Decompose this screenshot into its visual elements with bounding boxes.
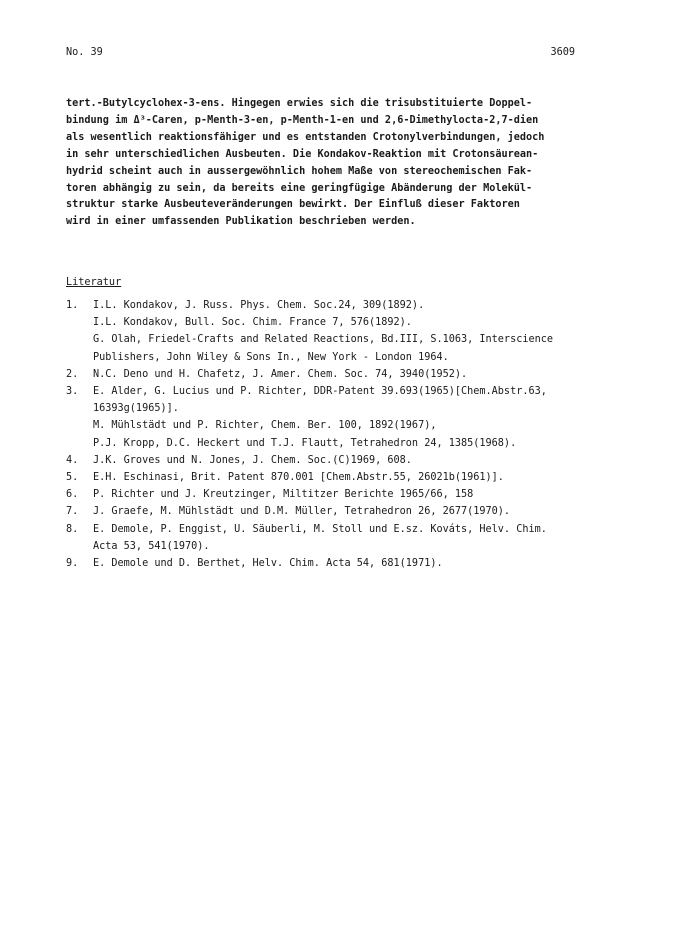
page-number: 3609 — [550, 47, 575, 58]
body-line: tert.-Butylcyclohex-3-ens. Hingegen erwies sich die trisubstituierte Doppel- — [66, 98, 533, 109]
reference-line: E. Alder, G. Lucius und P. Richter, DDR-Patent 39.693(1965)[Chem.Abstr.63, — [93, 386, 547, 398]
reference-number: 5. — [66, 472, 79, 484]
reference-line: Publishers, John Wiley & Sons In., New York - London 1964. — [93, 351, 449, 363]
reference-item — [66, 521, 626, 555]
body-line: als wesentlich reaktionsfähiger und es entstanden Crotonylverbindungen, jedoch — [66, 131, 545, 143]
reference-number: 6. — [66, 489, 79, 501]
body-line: hydrid scheint auch in aussergewöhnlich hohem Maße von stereochemischen Fak- — [66, 165, 533, 177]
reference-line: P. Richter und J. Kreutzinger, Miltitzer Berichte 1965/66, 158 — [93, 489, 474, 501]
reference-line: E. Demole und D. Berthet, Helv. Chim. Acta 54, 681(1971). — [93, 558, 443, 570]
reference-number: 4. — [66, 454, 79, 466]
body-paragraph — [66, 96, 622, 231]
reference-line: N.C. Deno und H. Chafetz, J. Amer. Chem. Soc. 74, 3940(1952). — [93, 368, 468, 380]
reference-number: 7. — [66, 506, 79, 518]
reference-line: J.K. Groves und N. Jones, J. Chem. Soc.(C)1969, 608. — [93, 454, 412, 466]
reference-number: 1. — [66, 300, 79, 311]
reference-list — [66, 297, 626, 572]
reference-item — [66, 486, 626, 503]
reference-number: 9. — [66, 558, 79, 570]
reference-line: Acta 53, 541(1970). — [93, 540, 210, 552]
reference-line: E.H. Eschinasi, Brit. Patent 870.001 [Chem.Abstr.55, 26021b(1961)]. — [93, 472, 504, 484]
body-line: wird in einer umfassenden Publikation beschrieben werden. — [66, 216, 416, 228]
reference-number: 3. — [66, 386, 79, 398]
reference-number: 8. — [66, 523, 79, 535]
journal-issue-number: No. 39 — [66, 47, 103, 58]
reference-line: 16393g(1965)]. — [93, 403, 179, 415]
literature-heading: Literatur — [66, 277, 122, 288]
reference-line: M. Mühlstädt und P. Richter, Chem. Ber. 100, 1892(1967), — [93, 420, 437, 432]
reference-item — [66, 503, 626, 520]
reference-item — [66, 452, 626, 469]
reference-item — [66, 383, 626, 452]
page-header — [66, 47, 575, 61]
body-line: toren abhängig zu sein, da bereits eine geringfügige Abänderung der Molekül- — [66, 182, 533, 194]
reference-number: 2. — [66, 368, 79, 380]
reference-item — [66, 469, 626, 486]
reference-item — [66, 366, 626, 383]
reference-item — [66, 555, 626, 572]
reference-line: J. Graefe, M. Mühlstädt und D.M. Müller, Tetrahedron 26, 2677(1970). — [93, 506, 511, 518]
body-line: struktur starke Ausbeuteveränderungen bewirkt. Der Einfluß dieser Faktoren — [66, 199, 520, 211]
reference-line: I.L. Kondakov, Bull. Soc. Chim. France 7, 576(1892). — [93, 317, 412, 329]
reference-item — [66, 297, 626, 366]
reference-line: P.J. Kropp, D.C. Heckert und T.J. Flautt, Tetrahedron 24, 1385(1968). — [93, 437, 517, 449]
reference-line: G. Olah, Friedel-Crafts and Related Reactions, Bd.III, S.1063, Interscience — [93, 334, 554, 346]
body-line: bindung im Δ³-Caren, p-Menth-3-en, p-Menth-1-en und 2,6-Dimethylocta-2,7-dien — [66, 114, 539, 126]
reference-line: I.L. Kondakov, J. Russ. Phys. Chem. Soc.24, 309(1892). — [93, 300, 425, 311]
reference-line: E. Demole, P. Enggist, U. Säuberli, M. Stoll und E.sz. Kováts, Helv. Chim. — [93, 523, 547, 535]
body-line: in sehr unterschiedlichen Ausbeuten. Die Kondakov-Reaktion mit Crotonsäurean- — [66, 148, 539, 160]
